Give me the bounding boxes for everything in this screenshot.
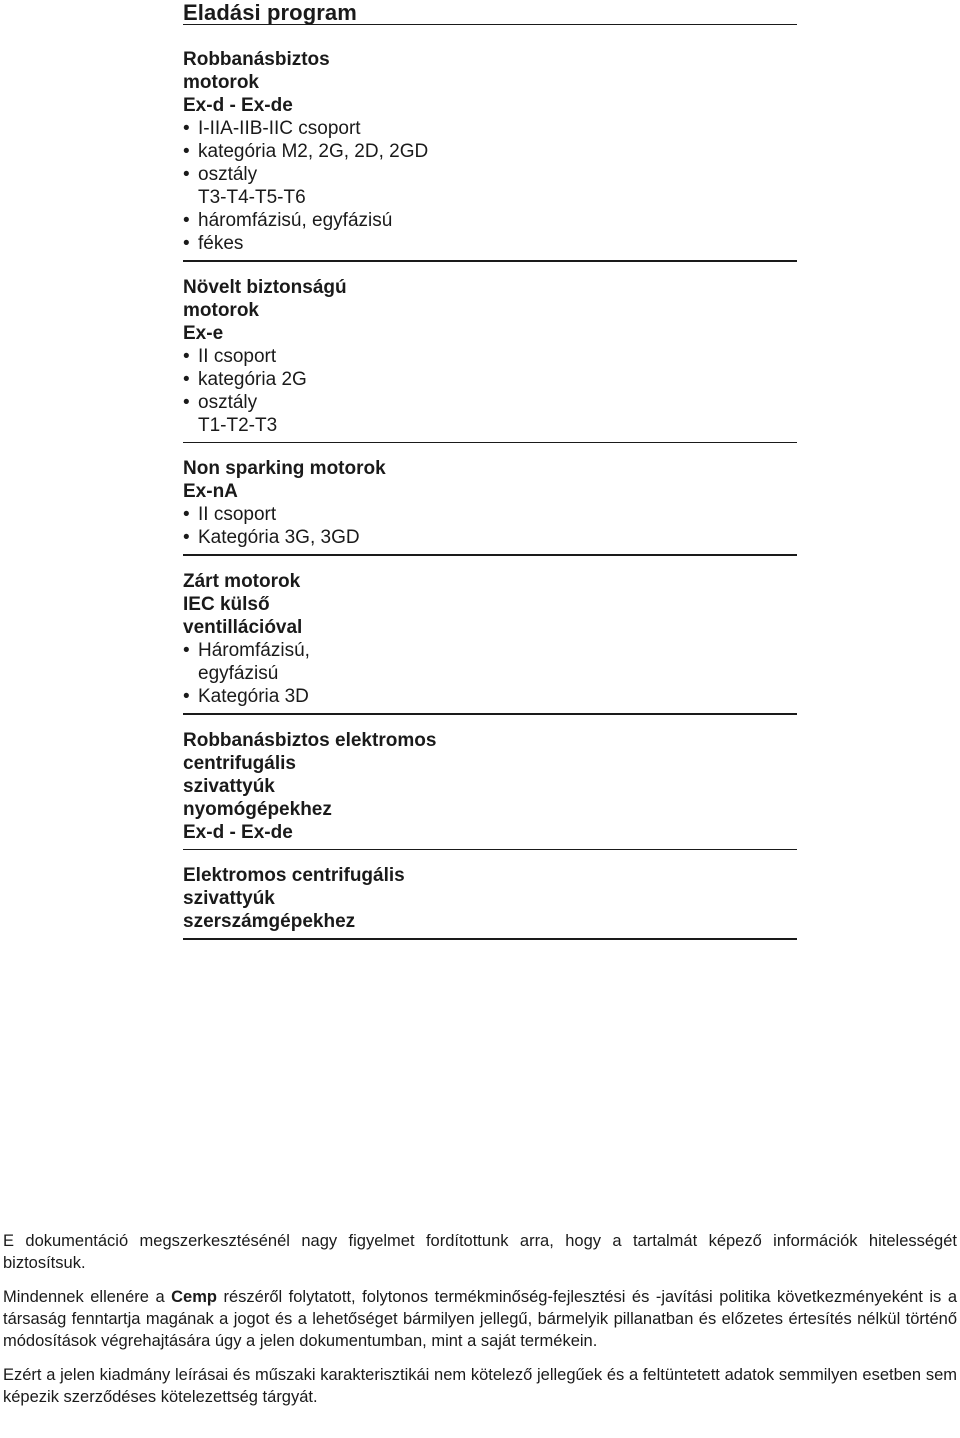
bullet-text: I-IIA-IIB-IIC csoport — [198, 118, 361, 139]
bullet-dot — [183, 186, 198, 209]
bullet-text: II csoport — [198, 504, 277, 525]
section-heading: Robbanásbiztos — [183, 49, 330, 70]
section-heading: szerszámgépekhez — [183, 911, 356, 932]
bullet-item — [183, 117, 797, 140]
section-heading: Non sparking motorok — [183, 458, 386, 479]
bullet-item — [183, 163, 797, 186]
section-heading: centrifugális — [183, 753, 296, 774]
bullet-text: Kategória 3G, 3GD — [198, 527, 360, 548]
bullet-dot: • — [183, 346, 190, 367]
section-heading: motorok — [183, 72, 259, 93]
bullet-dot: • — [183, 369, 190, 390]
section-explosion-proof-motors — [183, 48, 797, 262]
bullet-dot: • — [183, 164, 190, 185]
bullet-item — [183, 345, 797, 368]
bullet-item — [183, 662, 797, 685]
section-heading: ventillációval — [183, 617, 303, 638]
page-title: Eladási program — [183, 0, 357, 25]
bullet-text: fékes — [198, 233, 244, 254]
bullet-dot — [183, 662, 198, 685]
bullet-dot: • — [183, 141, 190, 162]
bullet-text: egyfázisú — [198, 663, 279, 684]
section-heading: nyomógépekhez — [183, 799, 332, 820]
disclaimer-paragraph-2 — [3, 1286, 957, 1352]
section-machine-tool-pumps — [183, 864, 797, 940]
disclaimer-paragraph-3: Ezért a jelen kiadmány leírásai és műszaki karakterisztikái nem kötelező jellegűek és a feltüntetett adatok semmilyen esetben sem képezik szerződéses kötelezettség tárgyát. — [3, 1366, 957, 1406]
bullet-text: Kategória 3D — [198, 686, 309, 707]
bullet-item — [183, 140, 797, 163]
bullet-dot: • — [183, 527, 190, 548]
bullet-dot: • — [183, 504, 190, 525]
section-heading: Zárt motorok — [183, 571, 301, 592]
bullet-item — [183, 639, 797, 662]
section-heading: Ex-d - Ex-de — [183, 95, 293, 116]
product-sections — [183, 48, 797, 954]
bullet-dot: • — [183, 233, 190, 254]
section-heading: szivattyúk — [183, 776, 275, 797]
brand-name: Cemp — [171, 1288, 217, 1306]
bullet-text: kategória M2, 2G, 2D, 2GD — [198, 141, 429, 162]
bullet-item — [183, 232, 797, 255]
section-enclosed-motors — [183, 570, 797, 715]
bullet-text: II csoport — [198, 346, 277, 367]
disclaimer-text: részéről folytatott, folytonos termékminőség-fejlesztési és -javítási politika következményeként is a társaság fenntartja magának a jogot és a lehetőséget bármilyen jellegű, bármelyik pillanatban és előzetes értesítés nélkül történő módosítások végrehajtására úgy a jelen dokumentumban, mint a saját termékein. — [3, 1288, 957, 1350]
bullet-item — [183, 526, 797, 549]
bullet-text: T3-T4-T5-T6 — [198, 187, 306, 208]
section-heading: Ex-nA — [183, 481, 238, 502]
bullet-item — [183, 186, 797, 209]
bullet-item — [183, 209, 797, 232]
section-heading: Elektromos centrifugális — [183, 865, 405, 886]
section-heading: szivattyúk — [183, 888, 275, 909]
bullet-item — [183, 503, 797, 526]
section-heading: IEC külső — [183, 594, 270, 615]
section-heading: Ex-e — [183, 323, 224, 344]
bullet-text: háromfázisú, egyfázisú — [198, 210, 393, 231]
bullet-dot: • — [183, 686, 190, 707]
disclaimer-paragraph-1: E dokumentáció megszerkesztésénél nagy figyelmet fordítottunk arra, hogy a tartalmát képező információk hitelességét biztosítsuk. — [3, 1232, 957, 1272]
section-explosion-proof-pumps — [183, 729, 797, 850]
section-heading: Robbanásbiztos elektromos — [183, 730, 437, 751]
bullet-dot: • — [183, 392, 190, 413]
section-heading: motorok — [183, 300, 259, 321]
section-heading: Ex-d - Ex-de — [183, 822, 293, 843]
disclaimer-footer — [3, 1230, 957, 1420]
bullet-text: osztály — [198, 164, 258, 185]
bullet-dot — [183, 414, 198, 437]
bullet-item — [183, 414, 797, 437]
bullet-item — [183, 368, 797, 391]
section-increased-safety-motors — [183, 276, 797, 443]
bullet-dot: • — [183, 210, 190, 231]
disclaimer-text: Mindennek ellenére a — [3, 1288, 172, 1306]
bullet-item — [183, 391, 797, 414]
bullet-item — [183, 685, 797, 708]
bullet-dot: • — [183, 118, 190, 139]
section-heading: Növelt biztonságú — [183, 277, 347, 298]
bullet-text: T1-T2-T3 — [198, 415, 278, 436]
bullet-text: Háromfázisú, — [198, 640, 310, 661]
bullet-dot: • — [183, 640, 190, 661]
bullet-text: kategória 2G — [198, 369, 307, 390]
section-non-sparking-motors — [183, 457, 797, 556]
title-divider — [183, 24, 797, 25]
bullet-text: osztály — [198, 392, 258, 413]
